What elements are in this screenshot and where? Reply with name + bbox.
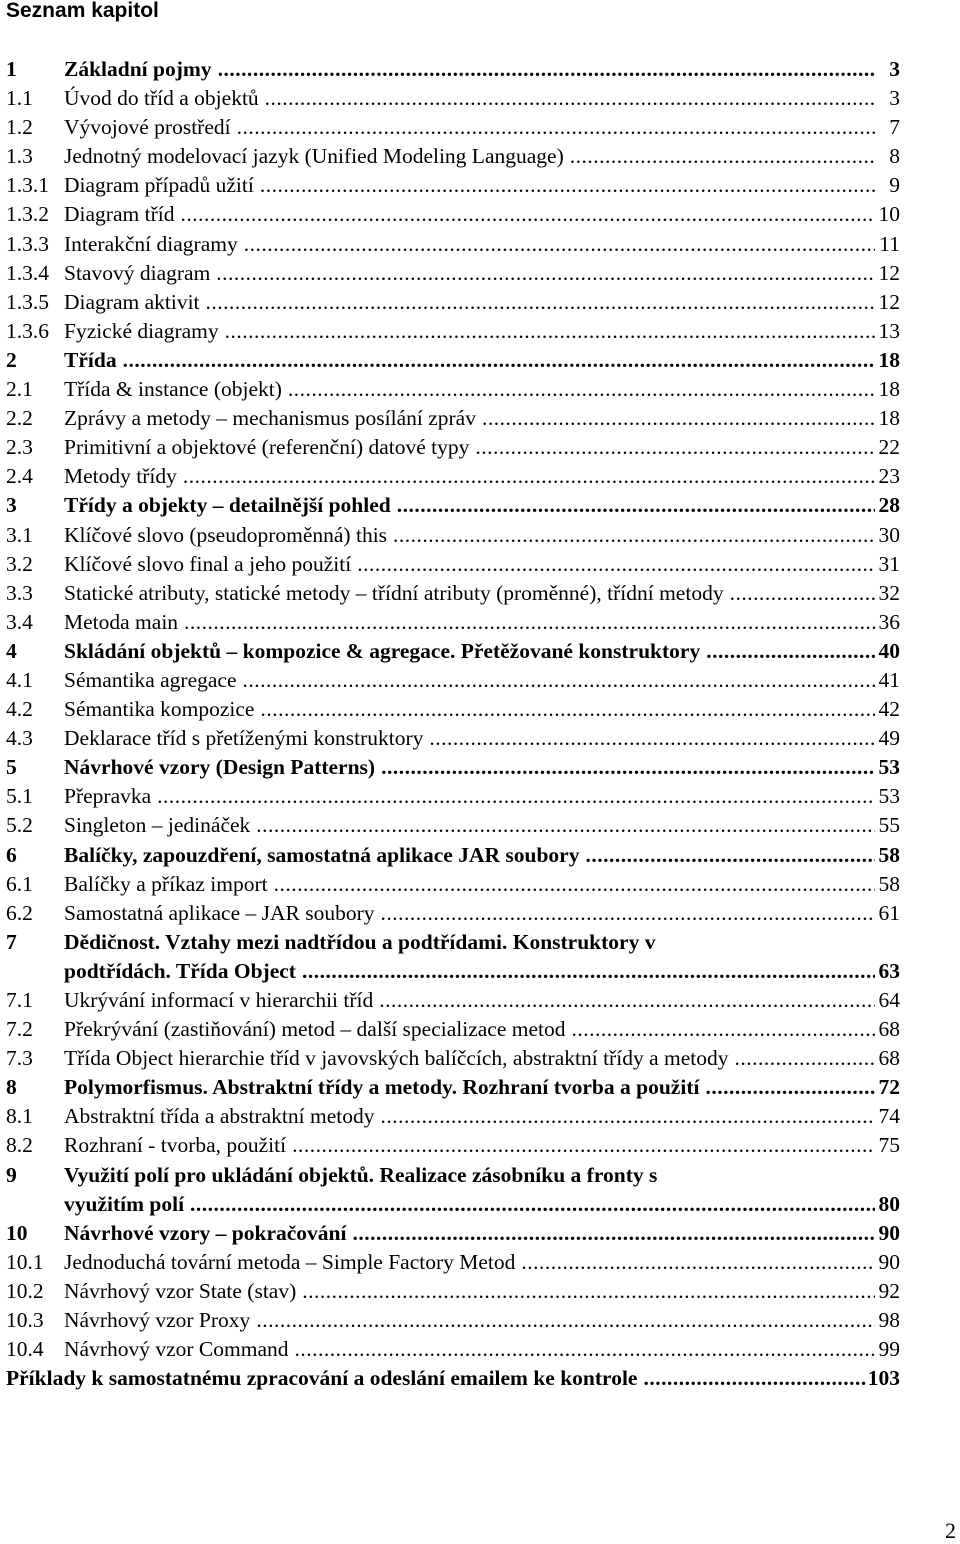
toc-entry[interactable] [6,230,900,259]
toc-entry-title: Statické atributy, statické metody – třídní atributy (proměnné), třídní metody [64,580,724,605]
toc-entry-page: 13 [878,318,900,343]
toc-entry-title: Rozhraní - tvorba, použití [64,1133,287,1158]
toc-entry-number: 6 [6,842,17,867]
toc-entry-number: 7 [6,929,17,954]
toc-entry[interactable] [6,84,900,113]
toc-entry[interactable] [6,928,900,986]
toc-entry-title: Příklady k samostatnému zpracování a odeslání emailem ke kontrole [6,1366,638,1391]
toc-entry-page: 31 [878,551,900,576]
page-number: 2 [945,1518,956,1543]
toc-entry[interactable] [6,346,900,375]
toc-entry-title: Balíčky a příkaz import [64,871,268,896]
toc-entry-number: 3 [6,493,17,518]
dot-leader [379,986,875,1015]
toc-entry-page: 22 [878,435,900,460]
toc-entry[interactable] [6,579,900,608]
dot-leader [292,1131,875,1160]
table-of-contents [6,55,900,1393]
toc-entry[interactable] [6,521,900,550]
toc-entry-page: 3 [889,57,900,81]
toc-entry-number: 5 [6,755,17,780]
toc-entry-page: 3 [889,86,900,111]
page-title: Seznam kapitol [6,0,159,22]
toc-entry[interactable] [6,782,900,811]
toc-entry-title: Klíčové slovo final a jeho použití [64,551,352,576]
toc-entry[interactable] [6,288,900,317]
toc-entry[interactable] [6,1364,900,1393]
toc-entry-page: 12 [878,260,900,285]
toc-entry-page: 58 [878,871,900,896]
toc-entry[interactable] [6,1102,900,1131]
dot-leader [180,200,875,229]
dot-leader [381,753,875,782]
toc-entry-page: 36 [878,609,900,634]
toc-entry-page: 92 [878,1278,900,1303]
toc-entry-number: 9 [6,1162,17,1187]
toc-entry-page: 42 [878,697,900,722]
toc-entry[interactable] [6,666,900,695]
dot-leader [585,841,875,870]
dot-leader [190,1190,875,1219]
toc-entry[interactable] [6,608,900,637]
toc-entry-page: 53 [878,784,900,809]
toc-entry-title: Primitivní a objektové (referenční) datové typy [64,435,470,460]
dot-leader [216,259,875,288]
toc-entry-number: 7.3 [6,1046,33,1071]
toc-entry-page: 80 [878,1191,900,1216]
dot-leader [570,142,875,171]
toc-entry-number: 1.3.2 [6,202,49,227]
toc-entry[interactable] [6,695,900,724]
dot-leader [705,1073,875,1102]
toc-entry-number: 1.1 [6,86,33,111]
dot-leader [123,346,875,375]
toc-entry-title: Návrhový vzor Proxy [64,1308,251,1333]
toc-entry-page: 74 [878,1104,900,1129]
toc-entry-page: 32 [878,580,900,605]
dot-leader [184,608,875,637]
toc-entry-title: Balíčky, zapouzdření, samostatná aplikace JAR soubory [64,842,580,867]
toc-entry-number: 3.2 [6,551,33,576]
dot-leader [256,1306,875,1335]
dot-leader [397,491,875,520]
toc-entry[interactable] [6,1161,900,1219]
toc-entry-title: Přepravka [64,784,152,809]
toc-entry-number: 8 [6,1075,17,1100]
toc-entry-page: 10 [878,202,900,227]
toc-entry-title: využitím polí [64,1191,185,1216]
toc-entry-page: 28 [878,493,900,518]
toc-entry-number: 3.4 [6,609,33,634]
toc-entry-title: Sémantika kompozice [64,697,255,722]
toc-entry[interactable] [6,1073,900,1102]
toc-entry-number: 10.3 [6,1308,44,1333]
toc-entry-title: Zprávy a metody – mechanismus posílání zpráv [64,406,476,431]
toc-entry-title: Samostatná aplikace – JAR soubory [64,900,375,925]
dot-leader [225,317,875,346]
dot-leader [295,1335,875,1364]
toc-entry-title: Úvod do tříd a objektů [64,86,259,111]
toc-entry-number: 1.3.1 [6,173,49,198]
toc-entry-page: 53 [878,755,900,780]
toc-entry-title: Třída [64,347,117,372]
toc-entry-page: 40 [878,638,900,663]
toc-entry-page: 68 [878,1046,900,1071]
toc-entry[interactable] [6,1015,900,1044]
toc-entry[interactable] [6,375,900,404]
dot-leader [183,462,875,491]
toc-entry[interactable] [6,986,900,1015]
toc-entry-page: 12 [878,289,900,314]
toc-entry[interactable] [6,724,900,753]
toc-entry[interactable] [6,1306,900,1335]
dot-leader [243,666,875,695]
toc-entry[interactable] [6,433,900,462]
toc-entry-page: 90 [878,1220,900,1245]
toc-entry-page: 98 [878,1308,900,1333]
toc-entry[interactable] [6,1219,900,1248]
toc-entry[interactable] [6,171,900,200]
dot-leader [288,375,875,404]
toc-entry-page: 75 [878,1133,900,1158]
toc-entry-title: Diagram tříd [64,202,175,227]
toc-entry-title: Vývojové prostředí [64,115,231,140]
toc-entry-number: 3.3 [6,580,33,605]
toc-entry-number: 6.1 [6,871,33,896]
toc-entry[interactable] [6,259,900,288]
dot-leader [302,957,875,986]
toc-entry-number: 1.3.5 [6,289,49,314]
toc-entry-title: Metoda main [64,609,179,634]
toc-entry-page: 90 [878,1249,900,1274]
toc-entry-page: 30 [878,522,900,547]
toc-entry[interactable] [6,550,900,579]
dot-leader [260,695,875,724]
dot-leader [643,1364,866,1393]
toc-entry-page: 41 [878,667,900,692]
toc-entry-number: 2.2 [6,406,33,431]
dot-leader [521,1248,875,1277]
toc-entry-page: 9 [889,173,900,198]
toc-entry-title: Abstraktní třída a abstraktní metody [64,1104,375,1129]
toc-entry[interactable] [6,1044,900,1073]
toc-entry[interactable] [6,142,900,171]
dot-leader [206,288,875,317]
toc-entry-number: 10.4 [6,1337,44,1362]
toc-entry-title: Sémantika agregace [64,667,237,692]
toc-entry-number: 8.1 [6,1104,33,1129]
toc-entry-number: 1.2 [6,115,33,140]
dot-leader [157,782,875,811]
toc-entry[interactable] [6,753,900,782]
toc-entry-title: Základní pojmy [64,57,212,81]
toc-entry-title: Klíčové slovo (pseudoproměnná) this [64,522,388,547]
toc-entry-number: 7.2 [6,1017,33,1042]
toc-entry-title: Jednotný modelovací jazyk (Unified Modeling Language) [64,144,564,169]
toc-entry-title: Třídy a objekty – detailnější pohled [64,493,391,518]
dot-leader [380,1102,875,1131]
toc-entry[interactable] [6,637,900,666]
toc-entry-title: Diagram případů užití [64,173,254,198]
toc-entry-page: 99 [878,1337,900,1362]
toc-entry[interactable] [6,1131,900,1160]
dot-leader [218,55,875,84]
toc-entry-page: 18 [878,377,900,402]
dot-leader [475,433,875,462]
toc-entry-number: 2 [6,347,17,372]
toc-entry-title: Třída Object hierarchie tříd v javovských balíčcích, abstraktní třídy a metody [64,1046,729,1071]
dot-leader [302,1277,875,1306]
toc-entry-title: Skládání objektů – kompozice & agregace. Přetěžované konstruktory [64,638,701,663]
toc-entry-number: 7.1 [6,988,33,1012]
toc-entry-number: 1.3 [6,144,33,169]
dot-leader [237,113,875,142]
toc-entry[interactable] [6,811,900,840]
toc-entry-title: Návrhové vzory (Design Patterns) [64,755,376,780]
toc-entry[interactable] [6,55,900,84]
toc-entry-page: 64 [878,988,900,1012]
toc-entry[interactable] [6,1335,900,1364]
dot-leader [352,1219,875,1248]
toc-entry-number: 2.1 [6,377,33,402]
dot-leader [265,84,875,113]
toc-entry-title: Fyzické diagramy [64,318,219,343]
toc-entry-title-line1: Využití polí pro ukládání objektů. Realizace zásobníku a fronty s [64,1162,658,1187]
toc-entry-title: Návrhové vzory – pokračování [64,1220,347,1245]
toc-entry-number: 10.1 [6,1249,44,1274]
toc-entry[interactable] [6,899,900,928]
dot-leader [572,1015,876,1044]
toc-entry[interactable] [6,404,900,433]
toc-entry-title: Ukrývání informací v hierarchii tříd [64,988,374,1012]
toc-entry[interactable] [6,1248,900,1277]
toc-entry[interactable] [6,200,900,229]
dot-leader [357,550,875,579]
toc-entry-number: 5.1 [6,784,33,809]
dot-leader [260,171,875,200]
toc-entry-title: Jednoduchá tovární metoda – Simple Factory Metod [64,1249,516,1274]
toc-entry-number: 8.2 [6,1133,33,1158]
dot-leader [274,870,875,899]
toc-entry-number: 1 [6,57,17,81]
toc-entry-number: 10 [6,1220,28,1245]
toc-entry-number: 4 [6,638,17,663]
toc-entry[interactable] [6,462,900,491]
toc-entry-page: 58 [878,842,900,867]
toc-entry-number: 2.4 [6,464,33,489]
toc-entry-number: 5.2 [6,813,33,838]
dot-leader [734,1044,875,1073]
toc-entry-number: 2.3 [6,435,33,460]
dot-leader [706,637,875,666]
dot-leader [730,579,875,608]
toc-entry-title: Diagram aktivit [64,289,200,314]
toc-entry-page: 68 [878,1017,900,1042]
dot-leader [482,404,875,433]
toc-entry[interactable] [6,317,900,346]
toc-entry-title: Návrhový vzor Command [64,1337,289,1362]
toc-entry-title: Návrhový vzor State (stav) [64,1278,297,1303]
toc-entry-page: 23 [878,464,900,489]
toc-entry-page: 72 [878,1075,900,1100]
toc-entry-page: 61 [878,900,900,925]
dot-leader [393,521,875,550]
toc-entry-title: Singleton – jedináček [64,813,251,838]
toc-entry-page: 103 [867,1366,900,1391]
toc-entry-page: 11 [879,231,900,256]
toc-entry-number: 6.2 [6,900,33,925]
toc-entry[interactable] [6,113,900,142]
toc-entry-title: podtřídách. Třída Object [64,958,296,983]
toc-entry-page: 7 [889,115,900,140]
toc-entry-number: 3.1 [6,522,33,547]
toc-entry-number: 1.3.3 [6,231,49,256]
toc-entry-page: 18 [878,406,900,431]
toc-entry-title: Stavový diagram [64,260,211,285]
dot-leader [244,230,875,259]
toc-entry-title: Překrývání (zastiňování) metod – další specializace metod [64,1017,566,1042]
toc-entry-page: 8 [889,144,900,169]
dot-leader [256,811,875,840]
toc-entry-page: 55 [878,813,900,838]
toc-entry-number: 10.2 [6,1278,44,1303]
toc-entry-number: 4.2 [6,697,33,722]
toc-entry-page: 18 [878,347,900,372]
toc-entry-title: Třída & instance (objekt) [64,377,282,402]
toc-entry-title: Interakční diagramy [64,231,238,256]
dot-leader [381,899,875,928]
toc-entry-number: 1.3.4 [6,260,49,285]
toc-entry[interactable] [6,491,900,520]
toc-entry-number: 4.3 [6,726,33,751]
toc-entry[interactable] [6,1277,900,1306]
toc-entry-page: 49 [878,726,900,751]
toc-entry[interactable] [6,870,900,899]
toc-entry-title: Polymorfismus. Abstraktní třídy a metody. Rozhraní tvorba a použití [64,1075,700,1100]
toc-entry-number: 1.3.6 [6,318,49,343]
dot-leader [429,724,875,753]
toc-entry-title: Deklarace tříd s přetíženými konstruktory [64,726,424,751]
toc-entry[interactable] [6,841,900,870]
toc-entry-title-line1: Dědičnost. Vztahy mezi nadtřídou a podtřídami. Konstruktory v [64,929,656,954]
toc-entry-number: 4.1 [6,667,33,692]
toc-entry-page: 63 [878,958,900,983]
toc-entry-title: Metody třídy [64,464,177,489]
